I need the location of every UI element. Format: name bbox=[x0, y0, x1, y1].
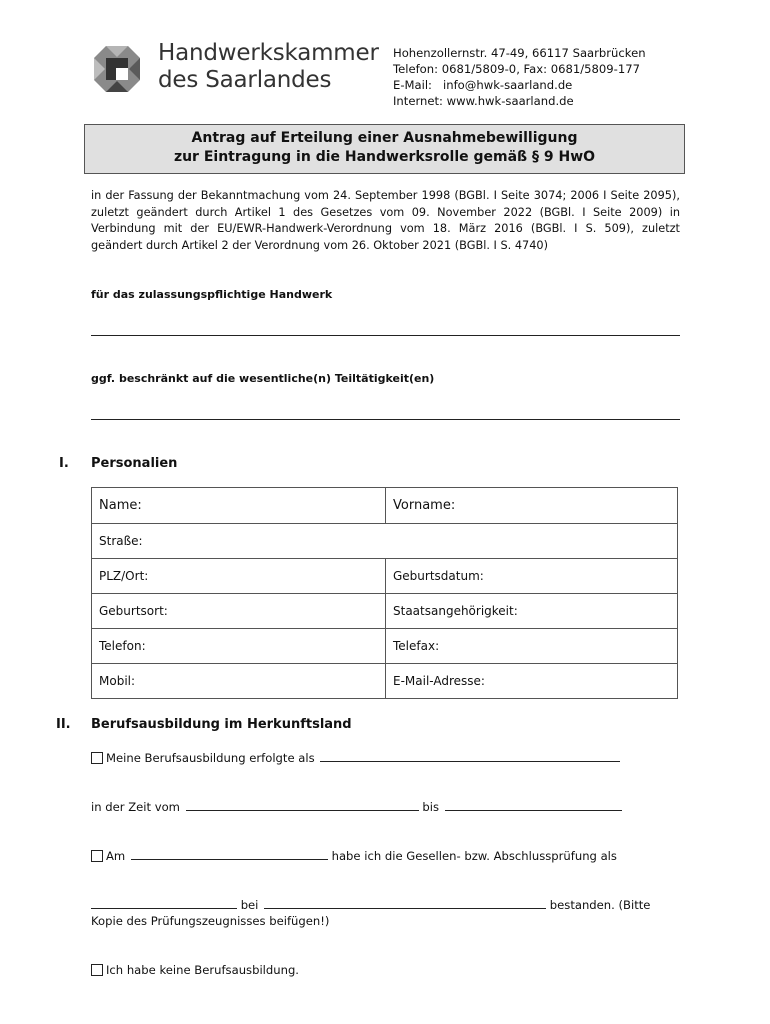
keine-ausbildung-checkbox[interactable] bbox=[91, 964, 103, 976]
mobil-label: Mobil: bbox=[99, 674, 136, 688]
section2-number: II. bbox=[56, 717, 71, 732]
telefax-label: Telefax: bbox=[393, 639, 440, 653]
contact-internet: Internet: www.hwk-saarland.de bbox=[393, 94, 574, 108]
form-title-line2: zur Eintragung in die Handwerksrolle gemäß § 9 HwO bbox=[173, 149, 596, 165]
ausbildung-row bbox=[91, 751, 620, 765]
org-name bbox=[158, 40, 379, 94]
strasse-field[interactable] bbox=[92, 524, 678, 559]
contact-address: Hohenzollernstr. 47-49, 66117 Saarbrücken bbox=[393, 46, 646, 60]
pruefung-checkbox[interactable] bbox=[91, 850, 103, 862]
handwerk-label: für das zulassungspflichtige Handwerk bbox=[91, 288, 333, 301]
zeitraum-bis-label: bis bbox=[422, 800, 439, 814]
org-name-line1: Handwerkskammer bbox=[158, 40, 379, 66]
teiltaetigkeit-label: ggf. beschränkt auf die wesentliche(n) Teiltätigkeit(en) bbox=[91, 372, 435, 385]
ausbildung-checkbox[interactable] bbox=[91, 752, 103, 764]
form-title bbox=[84, 124, 685, 174]
geburtsdatum-field[interactable] bbox=[386, 559, 678, 594]
pruefung-row bbox=[91, 849, 617, 863]
form-title-line1: Antrag auf Erteilung einer Ausnahmebewilligung bbox=[191, 130, 578, 146]
pruefung-beruf-input[interactable] bbox=[91, 898, 237, 909]
plz-ort-label: PLZ/Ort: bbox=[99, 569, 149, 583]
pruefung-row2 bbox=[91, 898, 650, 912]
section1-title: Personalien bbox=[91, 456, 178, 471]
plz-ort-field[interactable] bbox=[92, 559, 386, 594]
keine-ausbildung-row bbox=[91, 963, 299, 977]
telefax-field[interactable] bbox=[386, 629, 678, 664]
staatsangehoerigkeit-field[interactable] bbox=[386, 594, 678, 629]
telefon-label: Telefon: bbox=[99, 639, 146, 653]
telefon-field[interactable] bbox=[92, 629, 386, 664]
contact-phone: Telefon: 0681/5809-0, Fax: 0681/5809-177 bbox=[393, 62, 640, 76]
geburtsort-label: Geburtsort: bbox=[99, 604, 168, 618]
mobil-field[interactable] bbox=[92, 664, 386, 699]
keine-ausbildung-label: Ich habe keine Berufsausbildung. bbox=[106, 963, 299, 977]
contact-email: E-Mail: info@hwk-saarland.de bbox=[393, 78, 573, 92]
vorname-label: Vorname: bbox=[393, 498, 456, 513]
ausbildung-label: Meine Berufsausbildung erfolgte als bbox=[106, 751, 315, 765]
name-label: Name: bbox=[99, 498, 142, 513]
pruefung-end-label: bestanden. (Bitte bbox=[549, 898, 651, 912]
pruefung-bei-label: bei bbox=[240, 898, 259, 912]
handwerk-input[interactable] bbox=[91, 318, 680, 336]
pruefung-stelle-input[interactable] bbox=[264, 898, 546, 909]
ausbildung-beruf-input[interactable] bbox=[320, 751, 620, 762]
email-label: E-Mail-Adresse: bbox=[393, 674, 485, 688]
section1-number: I. bbox=[59, 456, 69, 471]
pruefung-suffix-label: habe ich die Gesellen- bzw. Abschlussprüfung als bbox=[331, 849, 617, 863]
zeitraum-bis-input[interactable] bbox=[445, 800, 622, 811]
pruefung-am-label: Am bbox=[106, 849, 126, 863]
teiltaetigkeit-underline bbox=[91, 419, 680, 420]
vorname-field[interactable] bbox=[386, 488, 678, 524]
email-field[interactable] bbox=[386, 664, 678, 699]
staatsangehoerigkeit-label: Staatsangehörigkeit: bbox=[393, 604, 518, 618]
name-field[interactable] bbox=[92, 488, 386, 524]
zeitraum-row bbox=[91, 800, 622, 814]
zeitraum-von-input[interactable] bbox=[186, 800, 419, 811]
pruefung-note: Kopie des Prüfungszeugnisses beifügen!) bbox=[91, 914, 330, 928]
strasse-label: Straße: bbox=[99, 534, 143, 548]
geburtsdatum-label: Geburtsdatum: bbox=[393, 569, 484, 583]
org-name-line2: des Saarlandes bbox=[158, 67, 332, 93]
legal-intro: in der Fassung der Bekanntmachung vom 24. September 1998 (BGBl. I Seite 3074; 2006 I Seite 2095), zuletzt geändert durch Artikel 1 des Gesetzes vom 09. November 2022 (BGBl. I Seite 2009) in Verbindung mit der EU/EWR-Handwerk-Verordnung vom 18. März 2016 (BGBl. I S. 509), zuletzt geändert durch Artikel 2 der Verordnung vom 26. Oktober 2021 (BGBl. I S. 4740) bbox=[91, 189, 680, 252]
geburtsort-field[interactable] bbox=[92, 594, 386, 629]
pruefung-datum-input[interactable] bbox=[131, 849, 328, 860]
contact-block bbox=[393, 45, 646, 109]
handwerk-underline bbox=[91, 335, 680, 336]
zeitraum-label: in der Zeit vom bbox=[91, 800, 180, 814]
section2-title: Berufsausbildung im Herkunftsland bbox=[91, 717, 352, 732]
hwk-logo-icon bbox=[92, 44, 142, 94]
personalien-table bbox=[91, 487, 678, 699]
teiltaetigkeit-input[interactable] bbox=[91, 402, 680, 420]
